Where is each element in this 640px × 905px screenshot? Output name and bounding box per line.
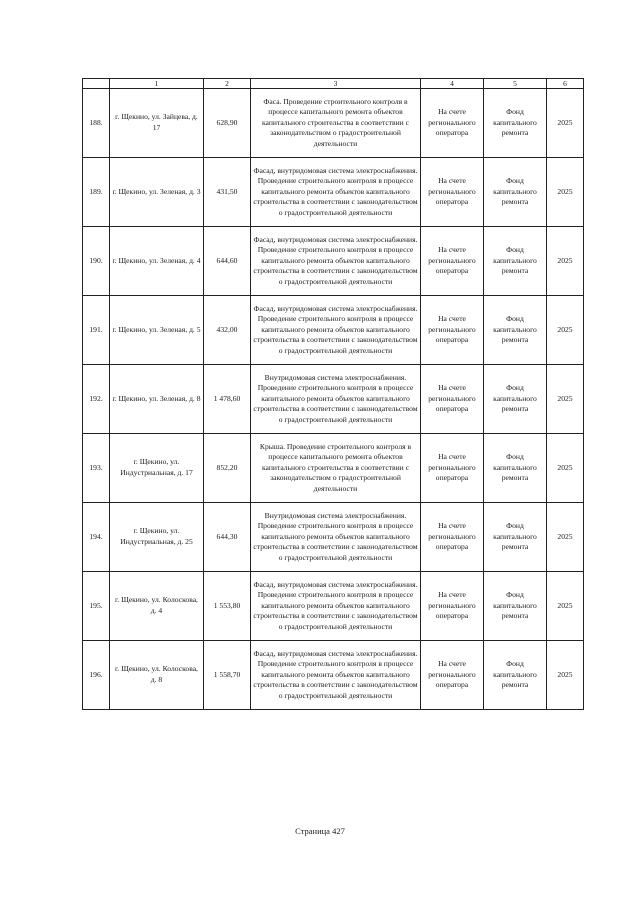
funding-source-cell: Фонд капитального ремонта <box>484 89 547 158</box>
table-header-row <box>83 79 584 89</box>
address-cell: г. Щекино, ул. Зеленая, д. 3 <box>110 158 204 227</box>
account-cell: На счете регионального оператора <box>421 158 484 227</box>
works-description-cell: Фасад, внутридомовая система электроснабжения. Проведение строительного контроля в процессе капитального ремонта объектов капитального строительства в соответствии с законодательством о градостроительной деятельности <box>251 296 421 365</box>
cost-cell: 1 478,60 <box>204 365 251 434</box>
cost-cell: 1 558,70 <box>204 641 251 710</box>
header-cell-4: 4 <box>421 79 484 89</box>
cost-cell: 852,20 <box>204 434 251 503</box>
account-cell: На счете регионального оператора <box>421 572 484 641</box>
year-cell: 2025 <box>547 572 584 641</box>
year-cell: 2025 <box>547 158 584 227</box>
table-row <box>83 641 584 710</box>
header-cell-1: 1 <box>110 79 204 89</box>
works-description-cell: Фасад, внутридомовая система электроснабжения. Проведение строительного контроля в процессе капитального ремонта объектов капитального строительства в соответствии с законодательством о градостроительной деятельности <box>251 227 421 296</box>
row-number-cell: 191. <box>83 296 110 365</box>
year-cell: 2025 <box>547 641 584 710</box>
account-cell: На счете регионального оператора <box>421 296 484 365</box>
row-number-cell: 196. <box>83 641 110 710</box>
cost-cell: 1 553,80 <box>204 572 251 641</box>
row-number-cell: 190. <box>83 227 110 296</box>
table-row <box>83 227 584 296</box>
address-cell: г. Щекино, ул. Индустриальная, д. 25 <box>110 503 204 572</box>
works-description-cell: Внутридомовая система электроснабжения. Проведение строительного контроля в процессе капитального ремонта объектов капитального строительства в соответствии с законодательством о градостроительной деятельности <box>251 365 421 434</box>
account-cell: На счете регионального оператора <box>421 227 484 296</box>
header-cell-3: 3 <box>251 79 421 89</box>
row-number-cell: 195. <box>83 572 110 641</box>
header-cell-2: 2 <box>204 79 251 89</box>
year-cell: 2025 <box>547 503 584 572</box>
works-description-cell: Фасад, внутридомовая система электроснабжения. Проведение строительного контроля в процессе капитального ремонта объектов капитального строительства в соответствии с законодательством о градостроительной деятельности <box>251 572 421 641</box>
account-cell: На счете регионального оператора <box>421 503 484 572</box>
cost-cell: 431,50 <box>204 158 251 227</box>
table-row <box>83 89 584 158</box>
works-description-cell: Крыша. Проведение строительного контроля в процессе капитального ремонта объектов капитального строительства в соответствии с законодательством о градостроительной деятельности <box>251 434 421 503</box>
cost-cell: 644,60 <box>204 227 251 296</box>
header-cell-blank <box>83 79 110 89</box>
works-description-cell: Фасад, внутридомовая система электроснабжения. Проведение строительного контроля в процессе капитального ремонта объектов капитального строительства в соответствии с законодательством о градостроительной деятельности <box>251 641 421 710</box>
row-number-cell: 194. <box>83 503 110 572</box>
table-row <box>83 434 584 503</box>
funding-source-cell: Фонд капитального ремонта <box>484 572 547 641</box>
works-table <box>82 78 584 710</box>
table-row <box>83 365 584 434</box>
row-number-cell: 188. <box>83 89 110 158</box>
funding-source-cell: Фонд капитального ремонта <box>484 365 547 434</box>
works-description-cell: Фаса. Проведение строительного контроля в процессе капитального ремонта объектов капитального строительства в соответствии с законодательством о градостроительной деятельности <box>251 89 421 158</box>
cost-cell: 432,00 <box>204 296 251 365</box>
year-cell: 2025 <box>547 365 584 434</box>
cost-cell: 628,90 <box>204 89 251 158</box>
header-cell-6: 6 <box>547 79 584 89</box>
address-cell: г. Щекино, ул. Колоскова, д. 8 <box>110 641 204 710</box>
row-number-cell: 192. <box>83 365 110 434</box>
address-cell: г. Щекино, ул. Колоскова, д. 4 <box>110 572 204 641</box>
row-number-cell: 193. <box>83 434 110 503</box>
year-cell: 2025 <box>547 227 584 296</box>
address-cell: г. Щекино, ул. Зайцева, д. 17 <box>110 89 204 158</box>
account-cell: На счете регионального оператора <box>421 434 484 503</box>
funding-source-cell: Фонд капитального ремонта <box>484 503 547 572</box>
funding-source-cell: Фонд капитального ремонта <box>484 641 547 710</box>
row-number-cell: 189. <box>83 158 110 227</box>
address-cell: г. Щекино, ул. Зеленая, д. 4 <box>110 227 204 296</box>
table-row <box>83 296 584 365</box>
works-description-cell: Фасад, внутридомовая система электроснабжения. Проведение строительного контроля в процессе капитального ремонта объектов капитального строительства в соответствии с законодательством о градостроительной деятельности <box>251 158 421 227</box>
cost-cell: 644,30 <box>204 503 251 572</box>
funding-source-cell: Фонд капитального ремонта <box>484 296 547 365</box>
account-cell: На счете регионального оператора <box>421 365 484 434</box>
year-cell: 2025 <box>547 296 584 365</box>
table-row <box>83 158 584 227</box>
header-cell-5: 5 <box>484 79 547 89</box>
funding-source-cell: Фонд капитального ремонта <box>484 434 547 503</box>
funding-source-cell: Фонд капитального ремонта <box>484 227 547 296</box>
works-description-cell: Внутридомовая система электроснабжения. Проведение строительного контроля в процессе капитального ремонта объектов капитального строительства в соответствии с законодательством о градостроительной деятельности <box>251 503 421 572</box>
year-cell: 2025 <box>547 89 584 158</box>
table-row <box>83 503 584 572</box>
funding-source-cell: Фонд капитального ремонта <box>484 158 547 227</box>
page-number: Страница 427 <box>295 826 345 836</box>
year-cell: 2025 <box>547 434 584 503</box>
address-cell: г. Щекино, ул. Индустриальная, д. 17 <box>110 434 204 503</box>
address-cell: г. Щекино, ул. Зеленая, д. 5 <box>110 296 204 365</box>
table-row <box>83 572 584 641</box>
account-cell: На счете регионального оператора <box>421 641 484 710</box>
account-cell: На счете регионального оператора <box>421 89 484 158</box>
address-cell: г. Щекино, ул. Зеленая, д. 8 <box>110 365 204 434</box>
